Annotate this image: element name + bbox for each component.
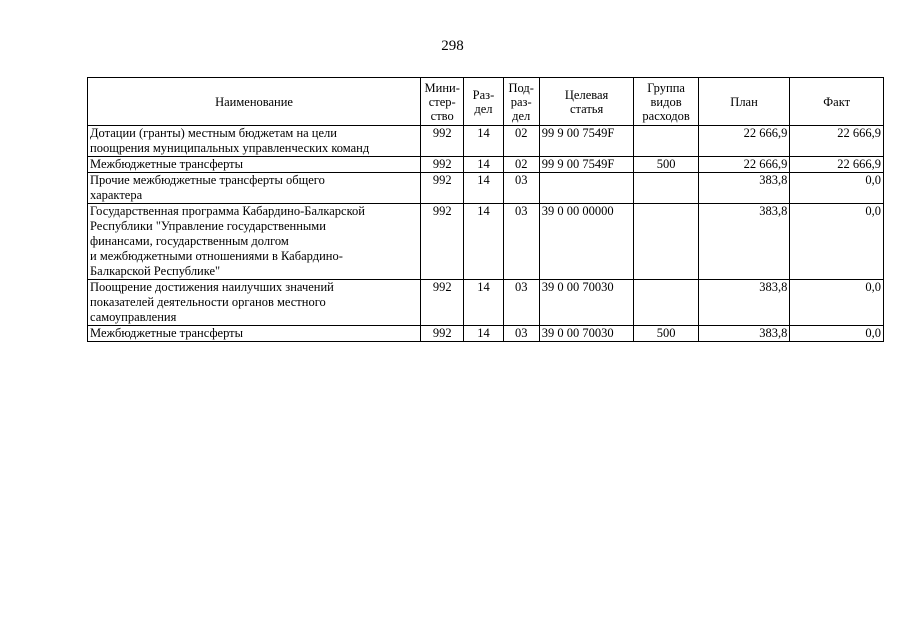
name-line: Межбюджетные трансферты xyxy=(90,157,244,171)
table-row xyxy=(88,204,884,280)
cell-ministry: 992 xyxy=(421,204,464,280)
cell-fact: 22 666,9 xyxy=(790,157,884,173)
cell-expense-group: 500 xyxy=(634,326,698,342)
cell-plan: 383,8 xyxy=(698,204,790,280)
budget-table xyxy=(87,77,884,342)
table-row xyxy=(88,173,884,204)
name-line: и межбюджетными отношениями в Кабардино- xyxy=(90,249,343,263)
header-fact: Факт xyxy=(790,78,884,126)
page-number: 298 xyxy=(441,38,464,54)
header-name: Наименование xyxy=(88,78,421,126)
cell-plan: 22 666,9 xyxy=(698,157,790,173)
cell-fact: 22 666,9 xyxy=(790,126,884,157)
header-line: дел xyxy=(474,101,493,116)
header-line: расходов xyxy=(642,108,690,123)
cell-name xyxy=(88,204,421,280)
cell-expense-group xyxy=(634,173,698,204)
cell-subsection: 03 xyxy=(503,280,539,326)
cell-plan: 22 666,9 xyxy=(698,126,790,157)
header-line: Мини- xyxy=(424,80,460,95)
cell-subsection: 03 xyxy=(503,204,539,280)
header-line: Под- xyxy=(508,80,534,95)
cell-subsection: 02 xyxy=(503,157,539,173)
header-line: раз- xyxy=(510,94,532,109)
table-body xyxy=(88,126,884,342)
cell-section: 14 xyxy=(464,280,503,326)
cell-ministry: 992 xyxy=(421,326,464,342)
name-line: Государственная программа Кабардино-Балкарской xyxy=(90,204,365,218)
cell-name xyxy=(88,280,421,326)
cell-fact: 0,0 xyxy=(790,173,884,204)
cell-target-item: 99 9 00 7549F xyxy=(539,126,634,157)
name-line: Поощрение достижения наилучших значений xyxy=(90,280,334,294)
header-section xyxy=(464,78,503,126)
name-line: Республики "Управление государственными xyxy=(90,219,326,233)
cell-section: 14 xyxy=(464,173,503,204)
name-line: Балкарской Республике" xyxy=(90,264,221,278)
cell-section: 14 xyxy=(464,326,503,342)
cell-name xyxy=(88,157,421,173)
name-line: Дотации (гранты) местным бюджетам на цели xyxy=(90,126,337,140)
cell-section: 14 xyxy=(464,204,503,280)
table-row xyxy=(88,157,884,173)
cell-ministry: 992 xyxy=(421,126,464,157)
table-row xyxy=(88,280,884,326)
header-line: ство xyxy=(430,108,454,123)
header-target-item xyxy=(539,78,634,126)
cell-name xyxy=(88,326,421,342)
cell-fact: 0,0 xyxy=(790,204,884,280)
name-line: показателей деятельности органов местного xyxy=(90,295,326,309)
header-subsection xyxy=(503,78,539,126)
cell-ministry: 992 xyxy=(421,280,464,326)
name-line: самоуправления xyxy=(90,310,177,324)
cell-section: 14 xyxy=(464,126,503,157)
cell-subsection: 03 xyxy=(503,326,539,342)
cell-target-item: 39 0 00 00000 xyxy=(539,204,634,280)
cell-target-item: 39 0 00 70030 xyxy=(539,280,634,326)
cell-target-item: 99 9 00 7549F xyxy=(539,157,634,173)
cell-name xyxy=(88,173,421,204)
header-line: статья xyxy=(569,101,604,116)
header-expense-group xyxy=(634,78,698,126)
cell-fact: 0,0 xyxy=(790,326,884,342)
cell-ministry: 992 xyxy=(421,173,464,204)
table-row xyxy=(88,326,884,342)
cell-expense-group xyxy=(634,280,698,326)
name-line: финансами, государственным долгом xyxy=(90,234,289,248)
name-line: поощрения муниципальных управленческих команд xyxy=(90,141,370,155)
name-line: Прочие межбюджетные трансферты общего xyxy=(90,173,325,187)
cell-expense-group xyxy=(634,126,698,157)
cell-expense-group: 500 xyxy=(634,157,698,173)
table-row xyxy=(88,126,884,157)
cell-fact: 0,0 xyxy=(790,280,884,326)
cell-name xyxy=(88,126,421,157)
cell-target-item: 39 0 00 70030 xyxy=(539,326,634,342)
header-line: стер- xyxy=(428,94,456,109)
header-plan: План xyxy=(698,78,790,126)
cell-subsection: 03 xyxy=(503,173,539,204)
cell-subsection: 02 xyxy=(503,126,539,157)
header-line: видов xyxy=(650,94,682,109)
cell-section: 14 xyxy=(464,157,503,173)
header-line: Раз- xyxy=(472,87,495,102)
header-line: Целевая xyxy=(564,87,609,102)
name-line: характера xyxy=(90,188,143,202)
cell-expense-group xyxy=(634,204,698,280)
name-line: Межбюджетные трансферты xyxy=(90,326,244,340)
cell-plan: 383,8 xyxy=(698,173,790,204)
table-header-row xyxy=(88,78,884,126)
header-ministry xyxy=(421,78,464,126)
cell-target-item xyxy=(539,173,634,204)
cell-plan: 383,8 xyxy=(698,326,790,342)
cell-ministry: 992 xyxy=(421,157,464,173)
cell-plan: 383,8 xyxy=(698,280,790,326)
header-line: Группа xyxy=(647,80,685,95)
header-line: дел xyxy=(512,108,531,123)
